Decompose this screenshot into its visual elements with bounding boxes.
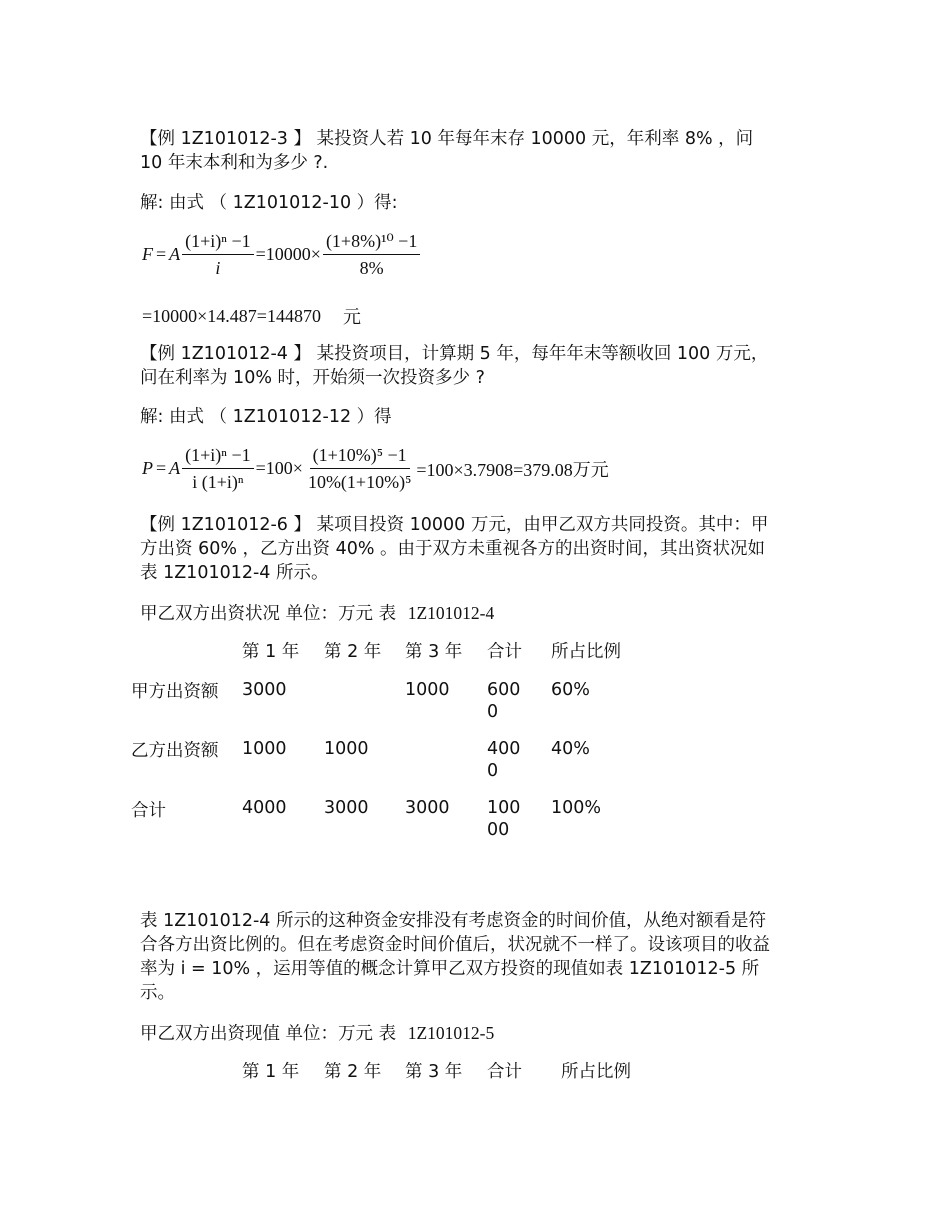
table-4-caption	[140, 602, 820, 626]
example-4-line-2: 问在利率为 10% 时，开始须一次投资多少 ?	[140, 368, 485, 388]
fraction-numerator: (1+8%)¹⁰ −1	[323, 230, 420, 255]
formula-multiplier: =100×	[255, 458, 303, 478]
formula-fraction-general	[182, 230, 253, 279]
result-unit: 元	[342, 307, 361, 327]
table-header: 合计	[487, 642, 522, 662]
formula-result: =100×3.7908=379.08万元	[416, 459, 609, 480]
table-header: 第 1 年	[242, 1062, 300, 1082]
caption-code: 1Z101012-4	[407, 603, 495, 623]
table-cell-ratio: 60%	[551, 680, 590, 700]
formula-multiplier: =10000×	[255, 244, 321, 264]
formula-fraction-numeric	[323, 230, 420, 279]
formula-fraction-general	[182, 444, 253, 493]
table-cell: 3000	[324, 798, 369, 818]
example-3-line-2: 10 年末本利和为多少 ?.	[140, 153, 329, 173]
example-6-line-2: 方出资 60% ，乙方出资 40% 。由于双方未重视各方的出资时间，其出资状况如	[140, 539, 766, 559]
table-cell: 1000	[242, 739, 287, 759]
table-cell-total: 400	[487, 739, 521, 759]
para-2-line-2: 合各方出资比例的。但在考虑资金时间价值后，状况就不一样了。设该项目的收益	[140, 935, 770, 955]
formula-present-value	[142, 444, 609, 493]
fraction-denominator: i (1+i)ⁿ	[192, 472, 244, 492]
fraction-numerator: (1+i)ⁿ −1	[182, 444, 253, 469]
table-header: 第 3 年	[405, 642, 463, 662]
table-cell: 1000	[405, 680, 450, 700]
formula-result	[142, 303, 361, 329]
example-4-solution: 解: 由式 （ 1Z101012-12 ）得	[140, 407, 392, 427]
table-5-caption	[140, 1022, 820, 1046]
example-3-line-1: 【例 1Z101012-3 】 某投资人若 10 年每年末存 10000 元，年利率 8% ，问	[140, 129, 754, 149]
table-cell-total-wrap: 0	[487, 761, 499, 781]
row-label: 乙方出资额	[131, 741, 219, 761]
table-header: 第 2 年	[324, 1062, 382, 1082]
table-cell: 4000	[242, 798, 287, 818]
formula-p-symbol: P	[142, 458, 153, 478]
fraction-numerator: (1+10%)⁵ −1	[310, 444, 410, 469]
table-cell-ratio: 100%	[551, 798, 602, 818]
table-header: 第 2 年	[324, 642, 382, 662]
caption-code: 1Z101012-5	[407, 1023, 495, 1043]
table-cell: 1000	[324, 739, 369, 759]
example-4-line-1: 【例 1Z101012-4 】 某投资项目，计算期 5 年，每年年末等额收回 100 万元，	[140, 344, 769, 364]
fraction-denominator: 8%	[359, 258, 384, 278]
fraction-denominator: 10%(1+10%)⁵	[307, 472, 412, 492]
formula-a-symbol: A	[169, 458, 181, 478]
row-label: 合计	[131, 801, 166, 821]
table-header: 第 3 年	[405, 1062, 463, 1082]
caption-text: 甲乙双方出资现值 单位：万元 表	[140, 1024, 397, 1044]
table-header: 第 1 年	[242, 642, 300, 662]
table-header: 所占比例	[551, 642, 621, 662]
table-cell: 3000	[242, 680, 287, 700]
fraction-denominator: i	[215, 258, 221, 278]
formula-a-symbol: A	[169, 244, 181, 264]
result-value: =10000×14.487=144870	[142, 305, 321, 326]
para-2-line-4: 示。	[140, 983, 175, 1003]
table-cell-total: 100	[487, 798, 521, 818]
table-header: 所占比例	[561, 1062, 631, 1082]
example-3-solution: 解: 由式 （ 1Z101012-10 ）得:	[140, 193, 398, 213]
formula-fraction-numeric	[305, 444, 414, 493]
fraction-numerator: (1+i)ⁿ −1	[182, 230, 253, 255]
formula-future-value	[142, 230, 422, 279]
row-label: 甲方出资额	[131, 682, 219, 702]
formula-f-symbol: F	[142, 244, 153, 264]
example-6-line-1: 【例 1Z101012-6 】 某项目投资 10000 万元，由甲乙双方共同投资。其中：甲	[140, 515, 769, 535]
table-cell-total-wrap: 00	[487, 820, 510, 840]
para-2-line-3: 率为 i = 10% ，运用等值的概念计算甲乙双方投资的现值如表 1Z101012-5 所	[140, 959, 760, 979]
formula-equals: =	[156, 458, 167, 478]
table-cell-total-wrap: 0	[487, 702, 499, 722]
table-header: 合计	[487, 1062, 522, 1082]
caption-text: 甲乙双方出资状况 单位：万元 表	[140, 604, 397, 624]
table-cell-total: 600	[487, 680, 521, 700]
example-6-line-3: 表 1Z101012-4 所示。	[140, 563, 329, 583]
para-2-line-1: 表 1Z101012-4 所示的这种资金安排没有考虑资金的时间价值，从绝对额看是符	[140, 911, 766, 931]
table-cell: 3000	[405, 798, 450, 818]
table-cell-ratio: 40%	[551, 739, 590, 759]
formula-equals: =	[156, 244, 167, 264]
